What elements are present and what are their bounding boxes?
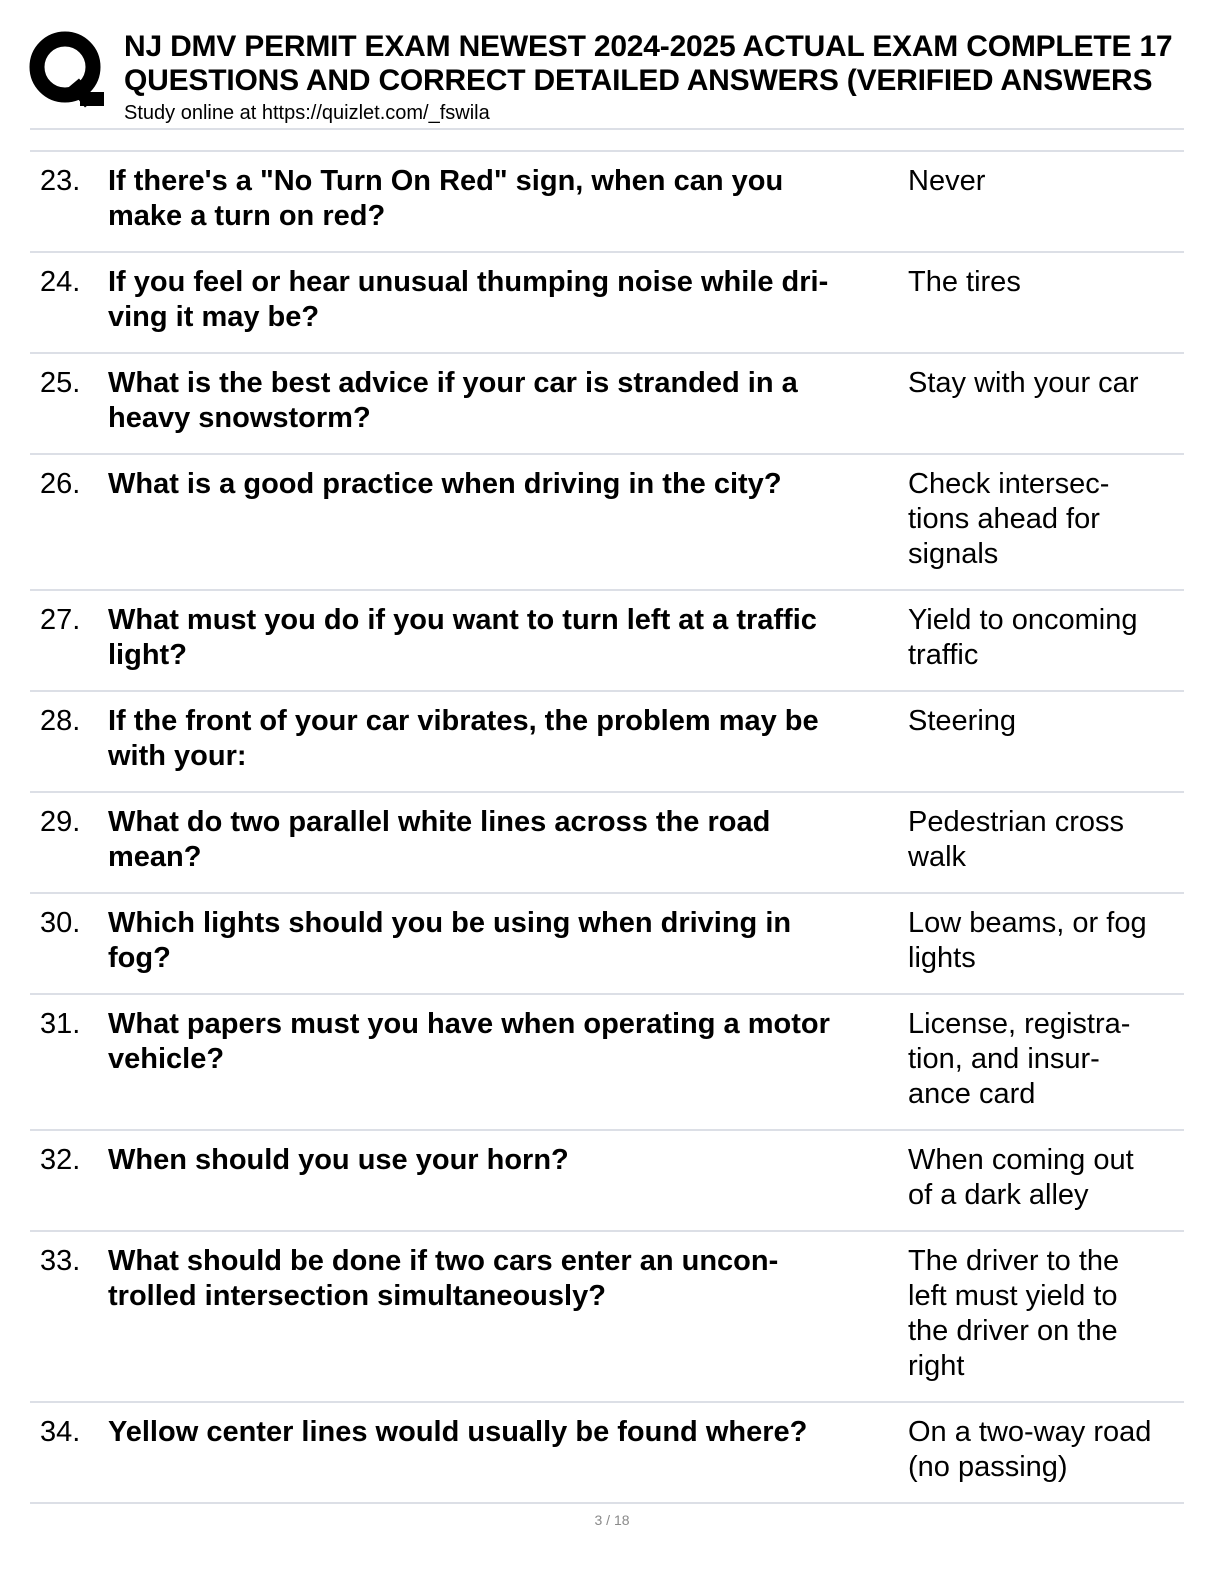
answer-text-line: Steering (908, 705, 1017, 737)
header-divider (30, 128, 1184, 130)
page-header (0, 0, 1224, 130)
question-text-line: trolled intersection simultaneously? (108, 1280, 606, 1312)
question-number: 33. (40, 1245, 81, 1277)
qa-row (30, 591, 1184, 692)
question-text (108, 1244, 898, 1314)
question-text (108, 164, 898, 234)
document-title-line-2: QUESTIONS AND CORRECT DETAILED ANSWERS (VERIFIED ANSWERS (124, 64, 1153, 97)
question-text-line: If the front of your car vibrates, the problem may be (108, 705, 819, 737)
answer-text (908, 704, 1178, 739)
question-text-line: What do two parallel white lines across the road (108, 806, 771, 838)
answer-text-line: The driver to the (908, 1245, 1120, 1277)
answer-text (908, 467, 1178, 572)
answer-text-line: Never (908, 165, 986, 197)
question-text (108, 805, 898, 875)
answer-text (908, 906, 1178, 976)
answer-text-line: left must yield to (908, 1280, 1118, 1312)
document-title-line-1: NJ DMV PERMIT EXAM NEWEST 2024-2025 ACTUAL EXAM COMPLETE 17 (124, 30, 1173, 63)
question-number: 29. (40, 806, 81, 838)
question-text-line: heavy snowstorm? (108, 402, 371, 434)
answer-text (908, 805, 1178, 875)
question-text-line: What must you do if you want to turn left at a traffic (108, 604, 817, 636)
qa-row (30, 253, 1184, 354)
question-text-line: What should be done if two cars enter an uncon- (108, 1245, 779, 1277)
question-text-line: ving it may be? (108, 301, 320, 333)
question-text (108, 704, 898, 774)
question-number: 28. (40, 705, 81, 737)
qa-row (30, 793, 1184, 894)
question-number: 24. (40, 266, 81, 298)
qa-row (30, 1131, 1184, 1232)
answer-text (908, 265, 1178, 300)
question-text-line: What papers must you have when operating a motor (108, 1008, 830, 1040)
qa-row (30, 152, 1184, 253)
study-online-link[interactable]: Study online at https://quizlet.com/_fswila (124, 102, 490, 124)
answer-text (908, 1143, 1178, 1213)
qa-row (30, 1232, 1184, 1403)
question-text (108, 1007, 898, 1077)
answer-text-line: Low beams, or fog (908, 907, 1147, 939)
question-number: 34. (40, 1416, 81, 1448)
answer-text (908, 1415, 1178, 1485)
answer-text-line: walk (908, 841, 967, 873)
question-text-line: vehicle? (108, 1043, 225, 1075)
question-number: 23. (40, 165, 81, 197)
answer-text-line: of a dark alley (908, 1179, 1089, 1211)
answer-text (908, 366, 1178, 401)
question-text-line: Which lights should you be using when driving in (108, 907, 792, 939)
question-number: 27. (40, 604, 81, 636)
answer-text-line: Stay with your car (908, 367, 1139, 399)
question-text-line: If you feel or hear unusual thumping noise while dri- (108, 266, 829, 298)
question-text-line: When should you use your horn? (108, 1144, 569, 1176)
quizlet-q-logo-icon (28, 30, 106, 108)
answer-text-line: The tires (908, 266, 1021, 298)
answer-text-line: lights (908, 942, 976, 974)
question-text-line: What is the best advice if your car is stranded in a (108, 367, 798, 399)
qa-row (30, 455, 1184, 591)
question-text-line: mean? (108, 841, 202, 873)
qa-row (30, 894, 1184, 995)
question-text (108, 1415, 898, 1450)
answer-text-line: Yield to oncoming (908, 604, 1138, 636)
qa-row (30, 692, 1184, 793)
qa-row (30, 995, 1184, 1131)
question-text-line: light? (108, 639, 187, 671)
qa-row (30, 354, 1184, 455)
qa-row (30, 1403, 1184, 1504)
answer-text-line: Check intersec- (908, 468, 1110, 500)
question-text-line: make a turn on red? (108, 200, 386, 232)
answer-text-line: License, registra- (908, 1008, 1131, 1040)
answer-text-line: ance card (908, 1078, 1036, 1110)
answer-text (908, 164, 1178, 199)
question-text-line: What is a good practice when driving in the city? (108, 468, 782, 500)
question-number: 32. (40, 1144, 81, 1176)
question-answer-list (30, 152, 1184, 1504)
question-text (108, 906, 898, 976)
question-number: 30. (40, 907, 81, 939)
answer-text-line: (no passing) (908, 1451, 1068, 1483)
answer-text-line: tions ahead for (908, 503, 1100, 535)
question-text (108, 366, 898, 436)
answer-text (908, 1244, 1178, 1384)
answer-text-line: Pedestrian cross (908, 806, 1124, 838)
question-text (108, 1143, 898, 1178)
question-text-line: fog? (108, 942, 171, 974)
answer-text-line: tion, and insur- (908, 1043, 1100, 1075)
question-number: 31. (40, 1008, 81, 1040)
answer-text (908, 603, 1178, 673)
answer-text-line: On a two-way road (908, 1416, 1152, 1448)
answer-text-line: traffic (908, 639, 979, 671)
question-text-line: with your: (108, 740, 247, 772)
answer-text (908, 1007, 1178, 1112)
answer-text-line: the driver on the (908, 1315, 1118, 1347)
page-indicator: 3 / 18 (594, 1512, 630, 1528)
answer-text-line: right (908, 1350, 965, 1382)
answer-text-line: When coming out (908, 1144, 1134, 1176)
question-text (108, 467, 898, 502)
question-number: 25. (40, 367, 81, 399)
question-text-line: If there's a "No Turn On Red" sign, when can you (108, 165, 784, 197)
question-text-line: Yellow center lines would usually be found where? (108, 1416, 808, 1448)
question-text (108, 265, 898, 335)
answer-text-line: signals (908, 538, 999, 570)
question-number: 26. (40, 468, 81, 500)
question-text (108, 603, 898, 673)
